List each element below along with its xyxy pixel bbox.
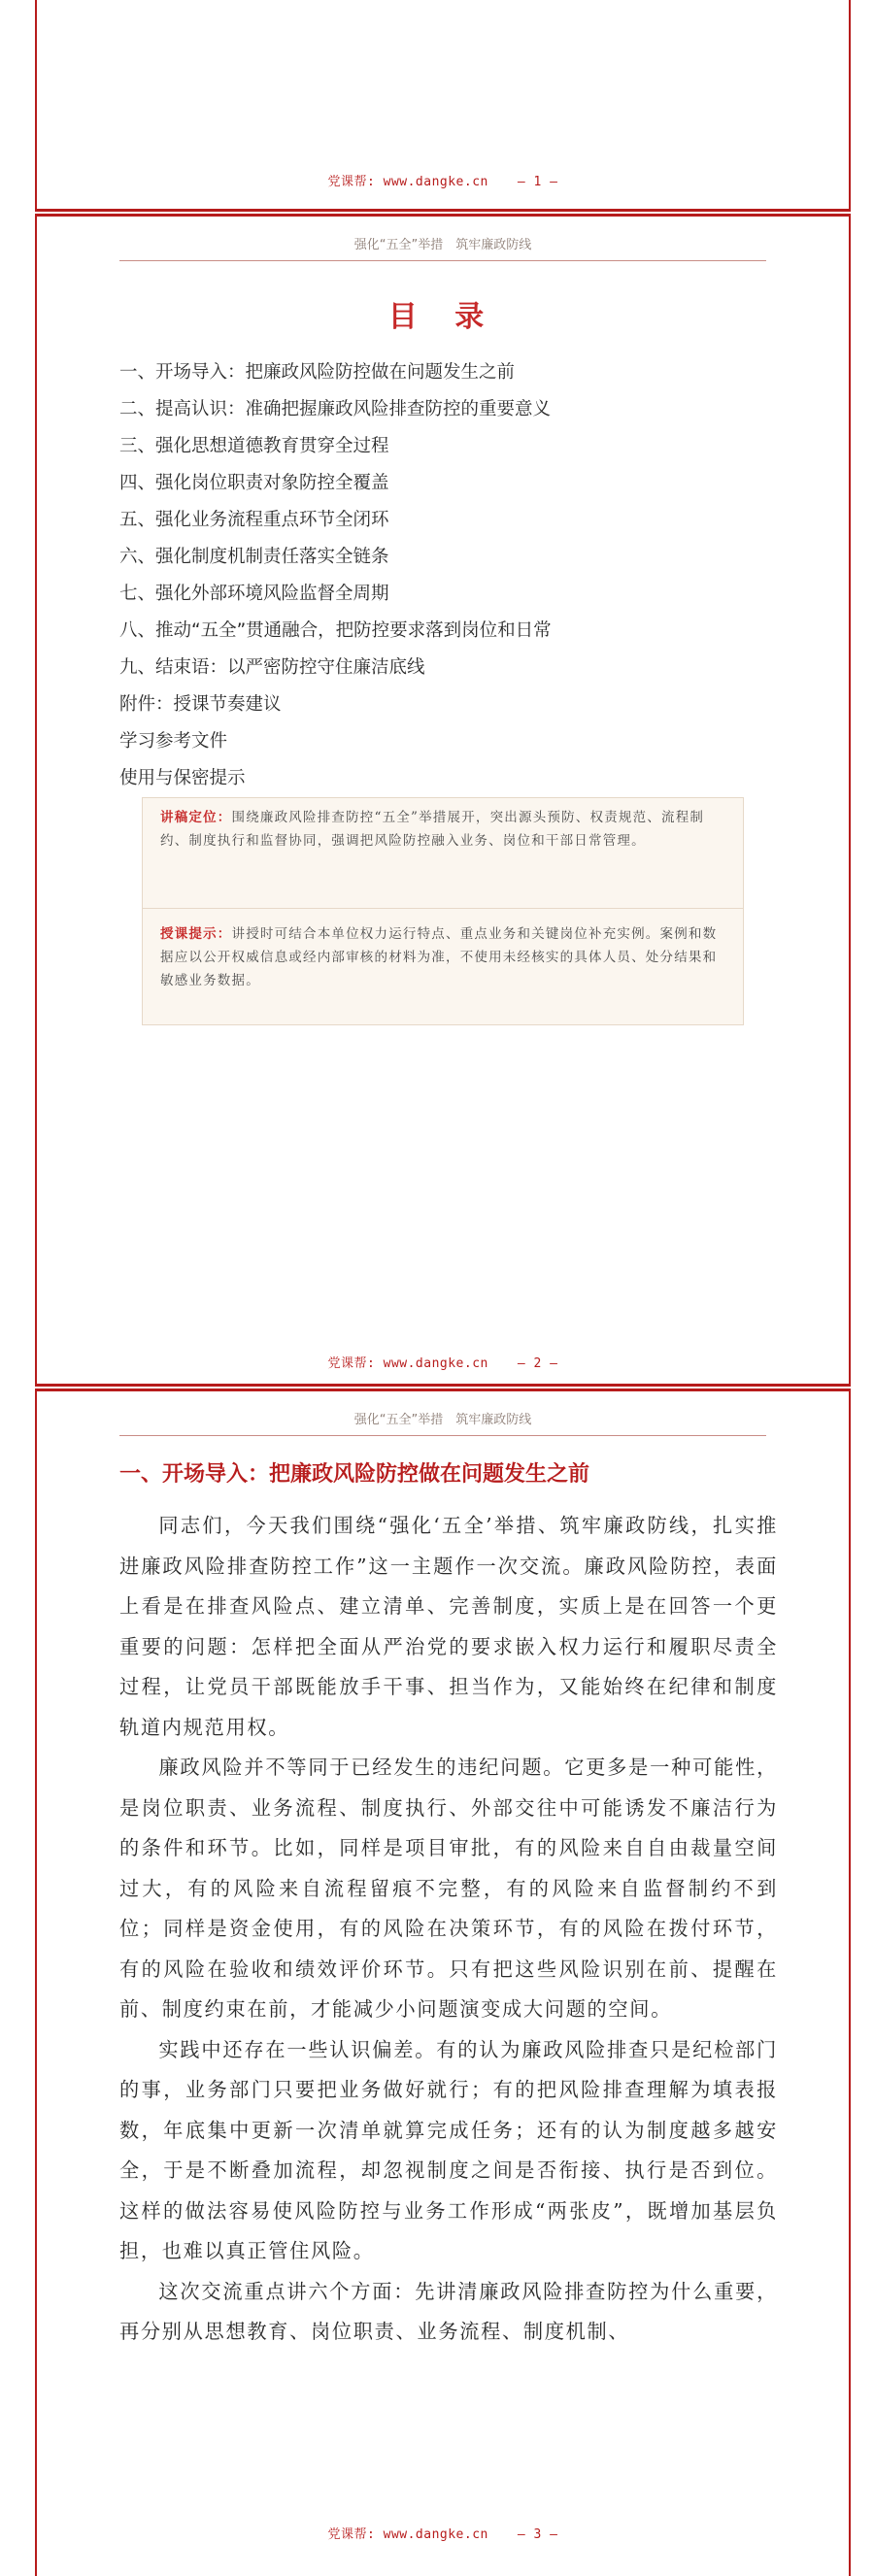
notes-divider (143, 908, 743, 909)
page-1 (35, 0, 851, 212)
toc-item: 六、强化制度机制责任落实全链条 (119, 547, 389, 567)
section-body (119, 1506, 778, 2353)
hint-label: 授课提示： (160, 926, 232, 942)
body-paragraph: 这次交流重点讲六个方面：先讲清廉政风险排查防控为什么重要，再分别从思想教育、岗位职责、业务流程、制度机制、 (119, 2279, 778, 2343)
toc-item: 四、强化岗位职责对象防控全覆盖 (119, 473, 389, 493)
notes-box (142, 797, 744, 1025)
toc-item: 九、结束语：以严密防控守住廉洁底线 (119, 657, 425, 678)
page-header: 强化“五全”举措 筑牢廉政防线 (353, 1413, 532, 1427)
footer-site: 党课帮: www.dangke.cn (327, 1356, 488, 1371)
footer-site: 党课帮: www.dangke.cn (327, 2527, 488, 2542)
toc-list (119, 354, 552, 797)
toc-item: 五、强化业务流程重点环节全闭环 (119, 510, 389, 530)
body-paragraph: 实践中还存在一些认识偏差。有的认为廉政风险排查只是纪检部门的事，业务部门只要把业务做好就行；有的把风险排查理解为填表报数，年底集中更新一次清单就算完成任务；还有的认为制度越多越安全，于是不断叠加流程，却忽视制度之间是否衔接、执行是否到位。这样的做法容易使风险防控与业务工作形成“两张皮”，既增加基层负担，也难以真正管住风险。 (119, 2037, 778, 2262)
positioning-text: 围绕廉政风险排查防控“五全”举措展开，突出源头预防、权责规范、流程制约、制度执行和监督协同，强调把风险防控融入业务、岗位和干部日常管理。 (160, 810, 705, 849)
header-divider (119, 260, 766, 261)
toc-item: 附件：授课节奏建议 (119, 694, 282, 715)
page-footer (37, 2524, 849, 2542)
footer-page-number: — 1 — (517, 175, 558, 189)
hint-text: 讲授时可结合本单位权力运行特点、重点业务和关键岗位补充实例。案例和数据应以公开权威信息或经内部审核的材料为准，不使用未经核实的具体人员、处分结果和敏感业务数据。 (160, 926, 718, 988)
toc-item: 学习参考文件 (119, 731, 228, 752)
body-paragraph: 廉政风险并不等同于已经发生的违纪问题。它更多是一种可能性，是岗位职责、业务流程、制度执行、外部交往中可能诱发不廉洁行为的条件和环节。比如，同样是项目审批，有的风险来自自由裁量空间过大，有的风险来自流程留痕不完整，有的风险来自监督制约不到位；同样是资金使用，有的风险在决策环节，有的风险在拨付环节，有的风险在验收和绩效评价环节。只有把这些风险识别在前、提醒在前、制度约束在前，才能减少小问题演变成大问题的空间。 (119, 1756, 778, 2021)
positioning-note (160, 806, 725, 853)
page-footer (37, 1353, 849, 1371)
toc-title: 目 录 (387, 300, 498, 334)
footer-site: 党课帮: www.dangke.cn (327, 175, 488, 189)
positioning-label: 讲稿定位： (160, 810, 232, 825)
page-3 (35, 1388, 851, 2576)
footer-page-number: — 3 — (517, 2527, 558, 2542)
teaching-hint-note (160, 922, 725, 992)
toc-item: 八、推动“五全”贯通融合，把防控要求落到岗位和日常 (119, 620, 552, 641)
footer-page-number: — 2 — (517, 1356, 558, 1371)
page-2 (35, 214, 851, 1387)
body-paragraph: 同志们，今天我们围绕“强化‘五全’举措、筑牢廉政防线，扎实推进廉政风险排查防控工作”这一主题作一次交流。廉政风险防控，表面上看是在排查风险点、建立清单、完善制度，实质上是在回答一个更重要的问题：怎样把全面从严治党的要求嵌入权力运行和履职尽责全过程，让党员干部既能放手干事、担当作为，又能始终在纪律和制度轨道内规范用权。 (119, 1514, 778, 1739)
toc-item: 三、强化思想道德教育贯穿全过程 (119, 436, 389, 456)
page-footer (37, 171, 849, 189)
toc-item: 七、强化外部环境风险监督全周期 (119, 584, 389, 604)
toc-item: 二、提高认识：准确把握廉政风险排查防控的重要意义 (119, 399, 552, 419)
toc-item: 一、开场导入：把廉政风险防控做在问题发生之前 (119, 362, 516, 383)
toc-item: 使用与保密提示 (119, 768, 246, 788)
section-title: 一、开场导入：把廉政风险防控做在问题发生之前 (119, 1462, 590, 1487)
header-divider (119, 1435, 766, 1436)
page-header: 强化“五全”举措 筑牢廉政防线 (353, 238, 532, 252)
